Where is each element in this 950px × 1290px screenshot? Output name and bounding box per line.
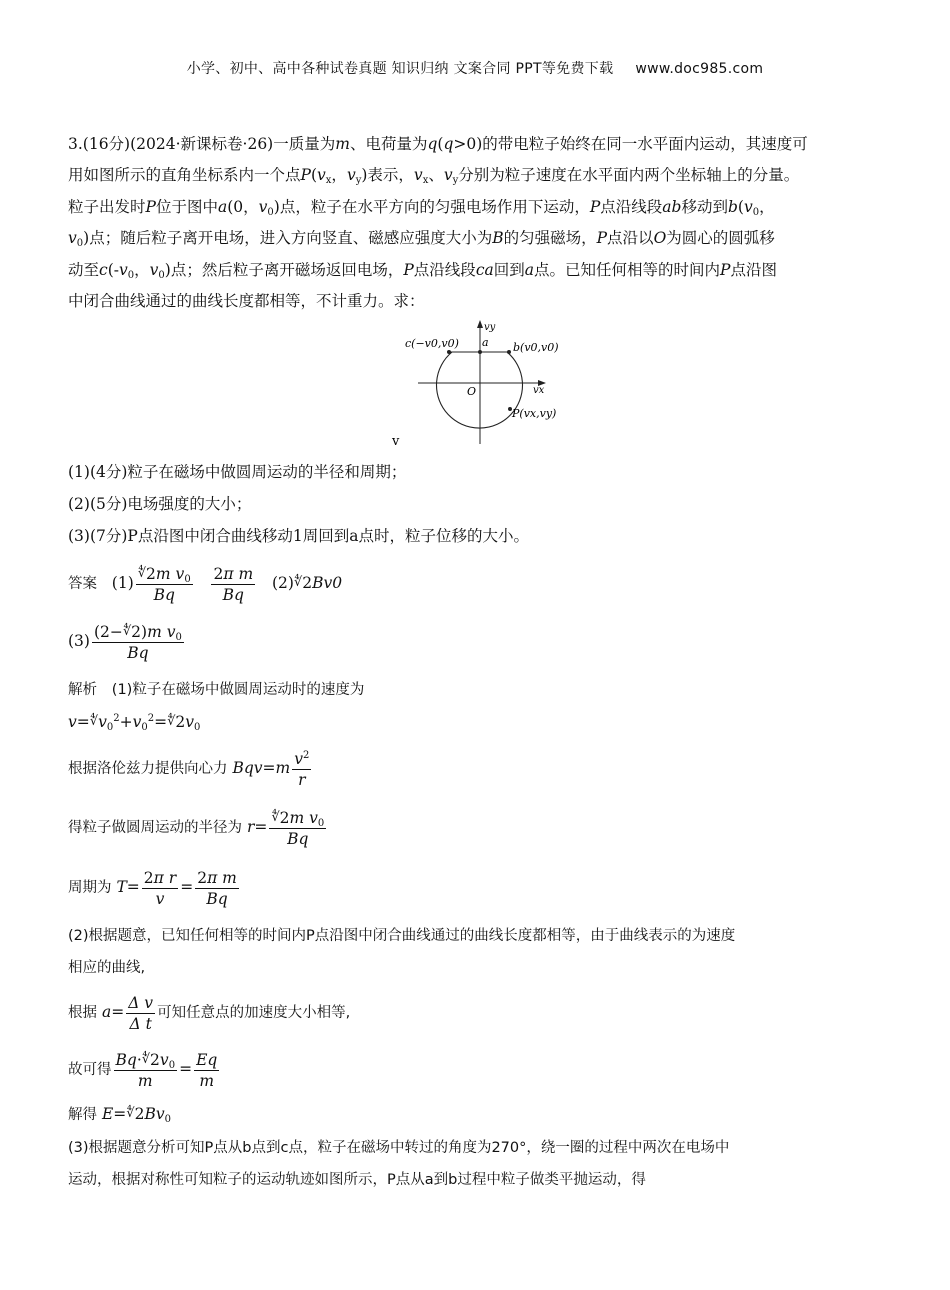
answer-line-1: 答案 (1) $\frac{∜2m v_0}{Bq}$ $\frac{\text{2π m}}{Bq}$ (2)∜2Bv0: [68, 564, 343, 604]
analysis-p3b: 运动，根据对称性可知粒子的运动轨迹如图所示，P点从a到b过程中粒子做类平抛运动，得: [68, 1172, 646, 1188]
label-o: O: [467, 385, 477, 398]
lorentz-line: 根据洛伦兹力提供向心力 Bqv=m $\frac{v^2}{r}$: [68, 749, 310, 789]
answer-line-3: (3) $\frac{(2-∜2)m v_0}{Bq}$: [68, 622, 182, 662]
soget-line: 故可得 $\frac{Bq\cdot∜2v_0}{m}$ = $\frac{Eq}{m}$: [68, 1050, 218, 1090]
point-b: [507, 350, 511, 354]
accel-line: 根据 a= $\frac{\text{Δ v}}{\text{Δ t}}$ 可知任意点的加速度大小相等,: [68, 993, 351, 1033]
label-p: P(vx,vy): [512, 407, 557, 420]
page-header: [0, 58, 950, 78]
solve-line: 解得 $E=∜2Bv_0$: [68, 1105, 171, 1125]
label-a: a: [482, 336, 489, 349]
stray-v: v: [392, 434, 400, 449]
question-line-2: 用如图所示的直角坐标系内一个点$P(v_x$，$v_y$)表示，$v_x$、$v_y$分别为粒子速度在水平面内两个坐标轴上的分量。: [68, 166, 800, 186]
period-line: 周期为 T= $\frac{\text{2π r}}{v}$ = $\frac{\text{2π m}}{Bq}$: [68, 868, 237, 908]
analysis-p1: (1)粒子在磁场中做圆周运动时的速度为: [111, 682, 365, 698]
answer-2-prefix: (2): [271, 574, 294, 592]
label-c: c(−v0,v0): [405, 337, 459, 350]
question-line-6: 中闭合曲线通过的曲线长度都相等，不计重力。求：: [68, 292, 425, 310]
point-c: [447, 350, 451, 354]
accel-text-a: 根据: [68, 1005, 97, 1021]
sub-question-1: (1)(4分)粒子在磁场中做圆周运动的半径和周期；: [68, 463, 407, 481]
velocity-diagram: [385, 318, 585, 450]
sub-question-2: (2)(5分)电场强度的大小；: [68, 495, 252, 513]
question-line-5: 动至$c(-v_0$，$v_0$)点；然后粒子离开磁场返回电场，P点沿线段ca回到a点。已知任何相等的时间内P点沿图: [68, 261, 777, 281]
sub-question-3: (3)(7分)P点沿图中闭合曲线移动1周回到a点时，粒子位移的大小。: [68, 527, 529, 545]
answer-2-tail: Bv0: [312, 574, 343, 592]
point-a: [478, 350, 482, 354]
question-number: 3.(16分)(2024·新课标卷·26): [68, 135, 274, 153]
label-vx: vx: [533, 385, 545, 396]
period-text: 周期为: [68, 880, 112, 896]
soget-text: 故可得: [68, 1062, 112, 1078]
analysis-p2b: 相应的曲线,: [68, 960, 146, 976]
question-line-1: 3.(16分)(2024·新课标卷·26)一质量为m、电荷量为q(q>0)的带电粒子始终在同一水平面内运动，其速度可: [68, 135, 808, 153]
header-text: 小学、初中、高中各种试卷真题 知识归纳 文案合同 PPT等免费下载: [186, 61, 614, 77]
question-line-4: $v_0$)点；随后粒子离开电场，进入方向竖直、磁感应强度大小为B的匀强磁场，P点沿以O为圆心的圆弧移: [68, 229, 775, 249]
label-vy: vy: [484, 322, 496, 333]
question-line-3: 粒子出发时P位于图中a(0，$v_0$)点，粒子在水平方向的匀强电场作用下运动，P点沿线段ab移动到$b(v_0$，: [68, 198, 775, 218]
radius-line: 得粒子做圆周运动的半径为 r= $\frac{∜2m v_0}{Bq}$: [68, 808, 325, 848]
answer-1-prefix: (1): [111, 574, 134, 592]
header-url[interactable]: www.doc985.com: [635, 61, 764, 77]
label-b: b(v0,v0): [513, 341, 559, 354]
accel-text-b: 可知任意点的加速度大小相等,: [157, 1005, 351, 1021]
analysis-p2a: (2)根据题意，已知任何相等的时间内P点沿图中闭合曲线通过的曲线长度都相等，由于曲线表示的为速度: [68, 928, 736, 944]
analysis-label: 解析: [68, 682, 97, 698]
analysis-line-1: [68, 679, 364, 700]
lorentz-text: 根据洛伦兹力提供向心力: [68, 761, 228, 777]
radius-text: 得粒子做圆周运动的半径为: [68, 820, 242, 836]
answer-label: 答案: [68, 576, 97, 592]
velocity-formula: $v=∜v_0^2+v_0^2=∜2v_0$: [68, 713, 201, 733]
analysis-p3a: (3)根据题意分析可知P点从b点到c点，粒子在磁场中转过的角度为270°，绕一圈的过程中两次在电场中: [68, 1140, 730, 1156]
solve-text: 解得: [68, 1107, 97, 1123]
answer-3-prefix: (3): [68, 632, 90, 650]
